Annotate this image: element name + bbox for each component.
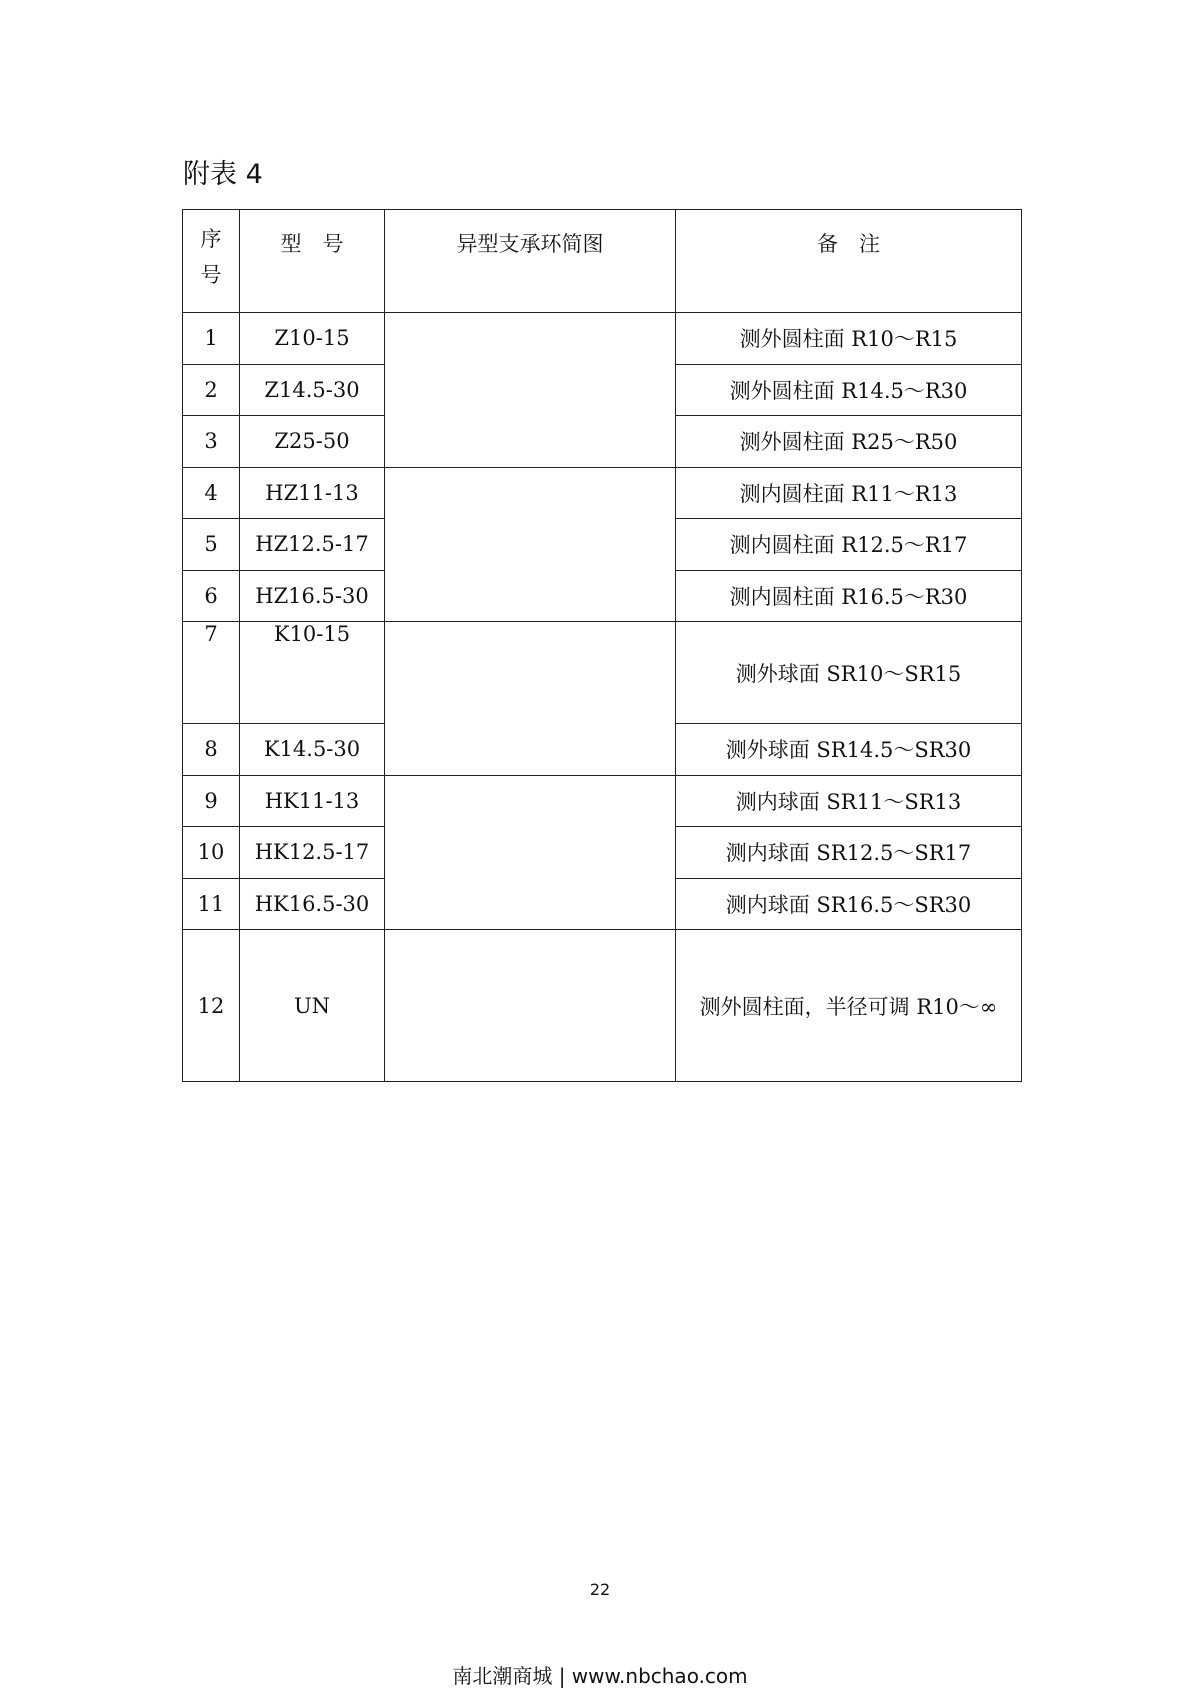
row-model: HK16.5-30	[240, 878, 385, 930]
page-number: 22	[589, 1580, 611, 1599]
header-model: 型 号	[240, 210, 385, 313]
row-model: HK12.5-17	[240, 827, 385, 879]
header-figure: 异型支承环简图	[385, 210, 676, 313]
row-index: 11	[183, 878, 240, 930]
appendix-table	[182, 209, 1022, 1082]
row-index: 2	[183, 364, 240, 416]
row-index: 8	[183, 724, 240, 776]
figure-cell-hk	[385, 775, 676, 930]
row-note: 测内球面 SR11～SR13	[676, 775, 1022, 827]
row-note: 测外球面 SR10～SR15	[676, 622, 1022, 724]
row-note: 测内圆柱面 R12.5～R17	[676, 519, 1022, 571]
row-note: 测外圆柱面，半径可调 R10～∞	[676, 930, 1022, 1082]
header-index: 序 号	[183, 210, 240, 313]
table-row	[183, 622, 1022, 724]
row-model: UN	[240, 930, 385, 1082]
page-title: 附表 4	[183, 159, 263, 190]
row-index: 12	[183, 930, 240, 1082]
row-index: 4	[183, 467, 240, 519]
row-model: Z10-15	[240, 313, 385, 365]
row-model: HZ16.5-30	[240, 570, 385, 622]
row-model: Z14.5-30	[240, 364, 385, 416]
row-note: 测外球面 SR14.5～SR30	[676, 724, 1022, 776]
table-row	[183, 930, 1022, 1082]
row-note: 测内圆柱面 R16.5～R30	[676, 570, 1022, 622]
header-note: 备 注	[676, 210, 1022, 313]
row-note: 测内球面 SR12.5～SR17	[676, 827, 1022, 879]
row-index: 10	[183, 827, 240, 879]
row-model: HZ12.5-17	[240, 519, 385, 571]
figure-cell-un	[385, 930, 676, 1082]
row-model: K14.5-30	[240, 724, 385, 776]
row-note: 测内圆柱面 R11～R13	[676, 467, 1022, 519]
row-model: HZ11-13	[240, 467, 385, 519]
table-row	[183, 775, 1022, 827]
footer-brand: 南北潮商城 | www.nbchao.com	[452, 1664, 748, 1688]
row-index: 1	[183, 313, 240, 365]
row-model: Z25-50	[240, 416, 385, 468]
figure-cell-k	[385, 622, 676, 776]
row-note: 测外圆柱面 R10～R15	[676, 313, 1022, 365]
row-index: 3	[183, 416, 240, 468]
row-note: 测外圆柱面 R14.5～R30	[676, 364, 1022, 416]
table-header-row	[183, 210, 1022, 313]
figure-cell-z	[385, 313, 676, 468]
row-index: 9	[183, 775, 240, 827]
row-index: 7	[183, 622, 240, 724]
row-note: 测外圆柱面 R25～R50	[676, 416, 1022, 468]
table-row	[183, 467, 1022, 519]
row-note: 测内球面 SR16.5～SR30	[676, 878, 1022, 930]
table-row	[183, 313, 1022, 365]
row-model: HK11-13	[240, 775, 385, 827]
row-model: K10-15	[240, 622, 385, 724]
figure-cell-hz	[385, 467, 676, 622]
row-index: 6	[183, 570, 240, 622]
row-index: 5	[183, 519, 240, 571]
